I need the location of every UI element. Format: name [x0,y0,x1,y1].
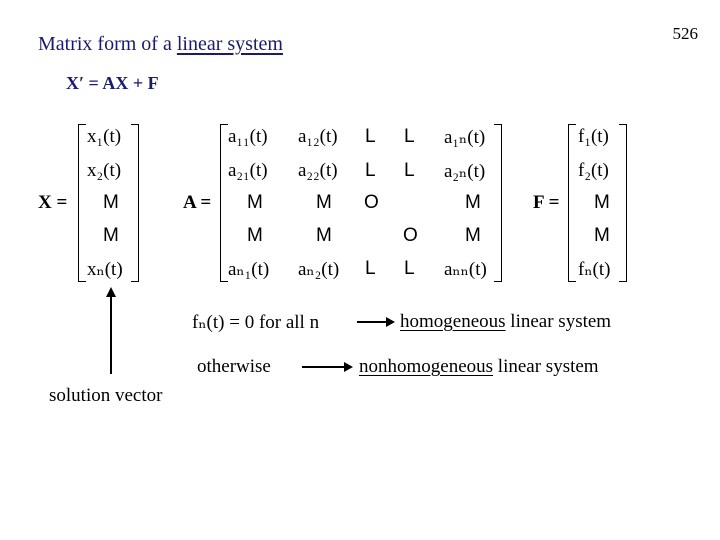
a-label: A = [183,192,212,213]
f-entry-3: M [594,192,610,213]
x-entry-2: x₂(t) [87,160,122,181]
arrow-up-icon [106,287,116,297]
x-entry-4: M [103,225,119,246]
a-r3-c1: M [247,192,263,213]
a-r4-c4: O [403,225,418,246]
f-entry-2: f₂(t) [578,160,609,181]
slide-title [38,33,283,56]
a-r2-c2: a₂₂(t) [298,160,338,181]
homogeneous-term: homogeneous [400,311,506,332]
arrow-2-shaft [302,366,345,368]
a-r2-c3: L [365,160,376,181]
f-entry-5: fₙ(t) [578,259,611,280]
x-label: X = [38,192,68,213]
a-r5-c4: L [404,258,415,279]
a-left-bracket [220,124,228,282]
f-left-bracket [568,124,576,282]
x-entry-3: M [103,192,119,213]
a-r2-c5: a₂ₙ(t) [444,161,486,182]
condition-homogeneous: fₙ(t) = 0 for all n [192,312,320,333]
f-right-bracket [619,124,627,282]
a-r5-c5: aₙₙ(t) [444,259,487,280]
nonhomogeneous-term: nonhomogeneous [359,356,494,377]
a-r2-c1: a₂₁(t) [228,160,268,181]
a-r3-c3: O [364,192,379,213]
a-r1-c5: a₁ₙ(t) [444,127,486,148]
a-r1-c3: L [365,126,376,147]
x-entry-1: x₁(t) [87,126,122,147]
title-underlined: linear system [176,33,283,55]
a-r1-c2: a₁₂(t) [298,126,338,147]
a-r5-c3: L [365,258,376,279]
a-r1-c4: L [404,126,415,147]
a-r4-c5: M [465,225,481,246]
x-left-bracket [78,124,86,282]
arrow-1-shaft [357,321,387,323]
title-prefix: Matrix form of a [38,33,177,55]
f-entry-1: f₁(t) [578,126,609,147]
result-homogeneous [400,311,611,333]
solution-arrow-shaft [110,296,112,374]
a-r5-c1: aₙ₁(t) [228,259,270,280]
a-r1-c1: a₁₁(t) [228,126,268,147]
a-r4-c1: M [247,225,263,246]
f-label: F = [533,192,560,213]
nonhomogeneous-rest: linear system [493,356,599,377]
result-nonhomogeneous [359,356,599,378]
f-entry-4: M [594,225,610,246]
arrow-right-icon [344,362,353,372]
matrix-equation: X′ = AX + F [66,73,159,93]
solution-vector-label: solution vector [49,385,163,406]
x-entry-5: xₙ(t) [87,259,123,280]
a-r4-c2: M [316,225,332,246]
a-right-bracket [494,124,502,282]
a-r3-c2: M [316,192,332,213]
x-right-bracket [131,124,139,282]
a-r5-c2: aₙ₂(t) [298,259,340,280]
homogeneous-rest: linear system [505,311,612,332]
condition-otherwise: otherwise [197,356,271,377]
page-number: 526 [672,24,698,43]
a-r2-c4: L [404,160,415,181]
arrow-right-icon [386,317,395,327]
a-r3-c5: M [465,192,481,213]
